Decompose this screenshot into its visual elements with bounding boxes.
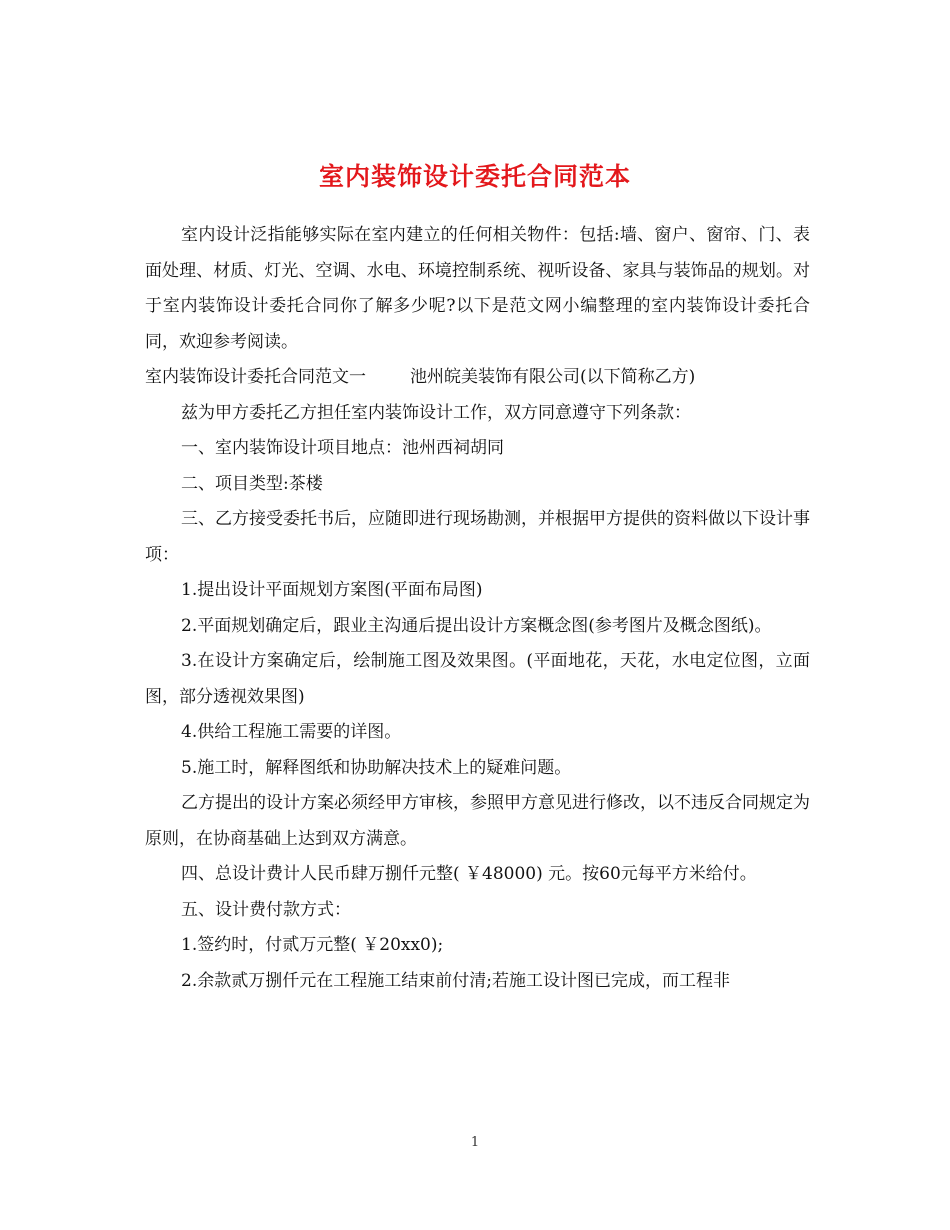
clause-5-payment-method: 五、设计费付款方式： [181, 899, 351, 920]
contract-heading-line [145, 360, 810, 396]
page-number: 1 [470, 1135, 480, 1150]
design-item-1: 1.提出设计平面规划方案图(平面布局图) [181, 580, 483, 600]
design-item-2: 2.平面规划确定后，跟业主沟通后提出设计方案概念图(参考图片及概念图纸)。 [181, 615, 772, 636]
intro-paragraph: 室内设计泛指能够实际在室内建立的任何相关物件：包括:墙、窗户、窗帘、门、表面处理、材质、灯光、空调、水电、环境控制系统、视听设备、家具与装饰品的规划。对于室内装饰设计委托合同你了解多少呢?以下是范文网小编整理的室内装饰设计委托合同，欢迎参考阅读。 [145, 225, 810, 352]
design-item-3: 3.在设计方案确定后，绘制施工图及效果图。(平面地花，天花，水电定位图，立面图，部分透视效果图) [145, 651, 810, 707]
payment-item-1: 1.签约时，付贰万元整( ￥20xx0); [181, 935, 444, 955]
document-title: 室内装饰设计委托合同范本 [318, 161, 631, 191]
payment-item-2: 2.余款贰万捌仟元在工程施工结束前付清;若施工设计图已完成，而工程非 [181, 970, 730, 991]
preamble-paragraph: 兹为甲方委托乙方担任室内装饰设计工作，双方同意遵守下列条款： [181, 402, 691, 423]
contract-heading: 室内装饰设计委托合同范文一 [145, 367, 366, 387]
clause-4-design-fee: 四、总设计费计人民币肆万捌仟元整( ￥48000) 元。按60元每平方米给付。 [181, 864, 757, 884]
design-item-5: 5.施工时，解释图纸和协助解决技术上的疑难问题。 [181, 757, 572, 778]
review-paragraph: 乙方提出的设计方案必须经甲方审核，参照甲方意见进行修改，以不违反合同规定为原则，在协商基础上达到双方满意。 [145, 793, 810, 849]
clause-3-design-items: 三、乙方接受委托书后，应随即进行现场勘测，并根据甲方提供的资料做以下设计事项： [145, 509, 810, 565]
document-body [145, 218, 810, 999]
design-item-4: 4.供给工程施工需要的详图。 [181, 722, 402, 742]
clause-2-project-type: 二、项目类型:茶楼 [181, 473, 323, 494]
clause-1-location: 一、室内装饰设计项目地点：池州西祠胡同 [181, 438, 504, 458]
party-b-company: 池州皖美装饰有限公司(以下简称乙方) [410, 367, 696, 387]
